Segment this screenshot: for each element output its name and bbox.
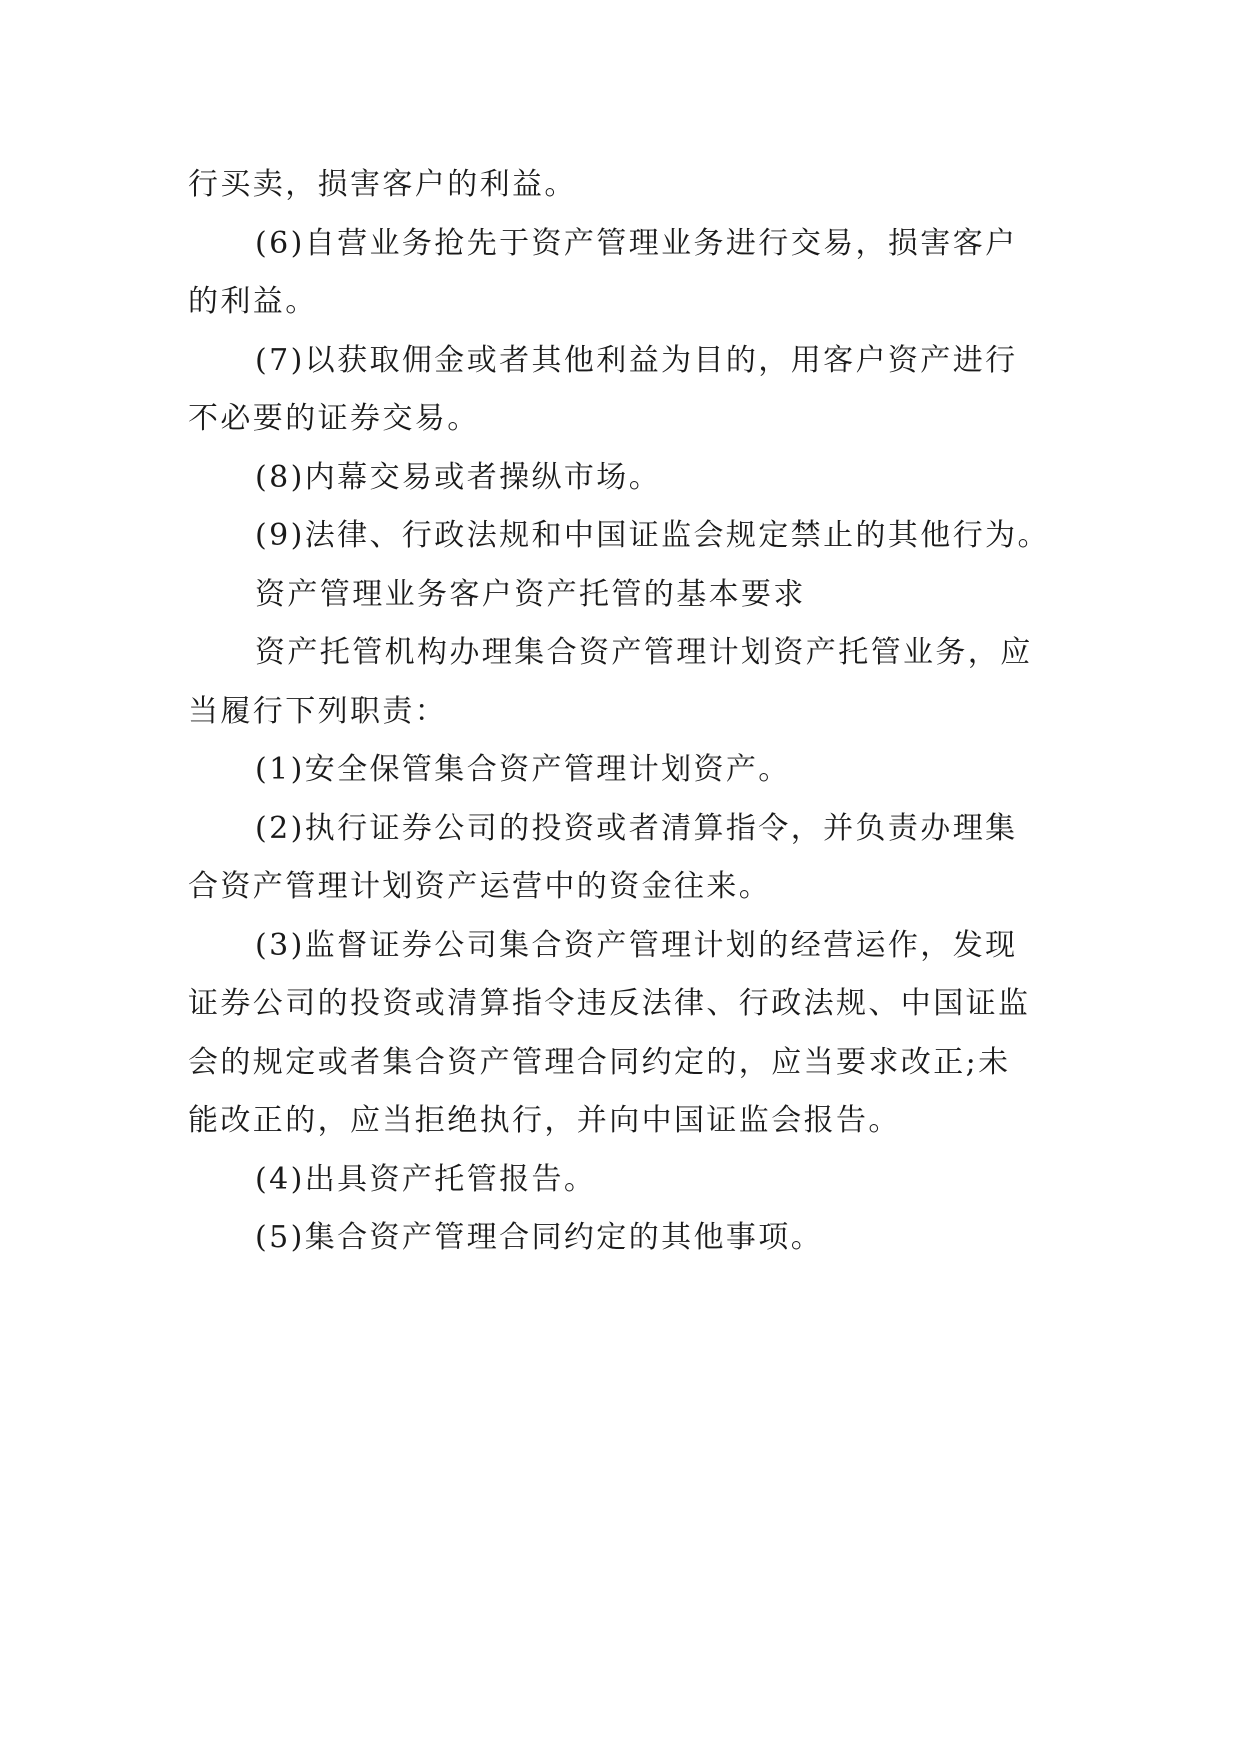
text-line: (4)出具资产托管报告。 [255, 1162, 597, 1197]
text-line: (6)自营业务抢先于资产管理业务进行交易，损害客户 [255, 226, 1018, 261]
text-line: 能改正的，应当拒绝执行，并向中国证监会报告。 [188, 1103, 901, 1138]
text-line: 当履行下列职责： [188, 694, 448, 729]
text-line: (9)法律、行政法规和中国证监会规定禁止的其他行为。 [255, 518, 1050, 553]
section-heading: 资产管理业务客户资产托管的基本要求 [255, 577, 806, 612]
text-line: (3)监督证券公司集合资产管理计划的经营运作，发现 [255, 928, 1018, 963]
text-line: 证券公司的投资或清算指令违反法律、行政法规、中国证监 [188, 986, 1031, 1021]
text-line: 行买卖，损害客户的利益。 [188, 167, 577, 202]
text-line: 不必要的证券交易。 [188, 401, 480, 436]
text-line: (7)以获取佣金或者其他利益为目的，用客户资产进行 [255, 343, 1018, 378]
text-line: (1)安全保管集合资产管理计划资产。 [255, 752, 791, 787]
text-line: 会的规定或者集合资产管理合同约定的，应当要求改正;未 [188, 1045, 1011, 1080]
text-line: (5)集合资产管理合同约定的其他事项。 [255, 1220, 824, 1255]
text-line: (2)执行证券公司的投资或者清算指令，并负责办理集 [255, 811, 1018, 846]
text-line: 资产托管机构办理集合资产管理计划资产托管业务，应 [255, 635, 1033, 670]
text-line: (8)内幕交易或者操纵市场。 [255, 460, 662, 495]
text-line: 的利益。 [188, 284, 318, 319]
text-line: 合资产管理计划资产运营中的资金往来。 [188, 869, 772, 904]
